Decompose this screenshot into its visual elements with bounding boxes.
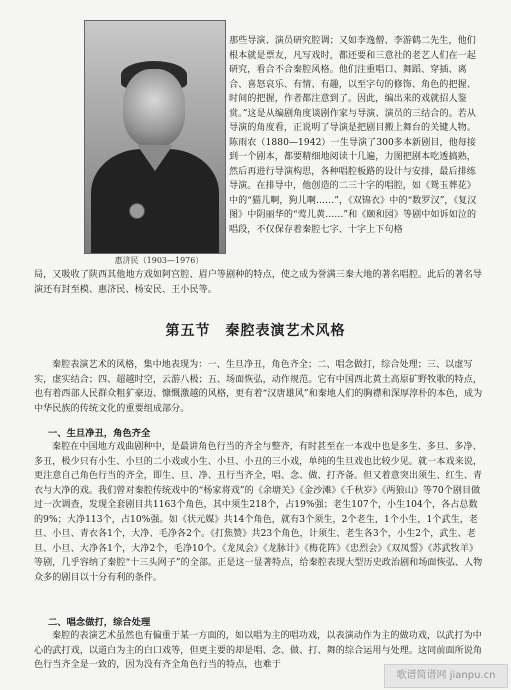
paragraph-continuation: 局，又吸收了陕西其他地方戏如阿宫腔、眉户等剧种的特点，使之成为誉满三秦大地的著名唱腔。此后的著名导演还有封至模、惠济民、杨安民、王小民等。 [34, 270, 483, 295]
watermark-logo: 歌谱简谱网 jianpu.cn [384, 664, 508, 688]
portrait-photo [84, 20, 226, 254]
subheading-roles: 一、生旦净丑，角色齐全 [48, 428, 151, 439]
portrait-badge [129, 203, 145, 219]
paragraph-singing-text: 秦腔的表演艺术虽然也有偏重于某一方面的，如以唱为主的唱功戏，以表演动作为主的做功戏，以武打为中心的武打戏，以道白为主的白口戏等，但更主要的却是唱、念、做、打、舞的综合运用与处理。这同前面所说角色行当齐全是一致的，因为没有齐全角色行当的特点，也难于 [34, 631, 483, 670]
paragraph-right-column: 那些导演、演员研究腔调；又如李逸僧、李游鹤二先生，他们根本就是票友，凡写戏时，都还要和三意社的老艺人们在一起研究，看合不合秦腔风格。他们注重唱口、舞蹈、穿插、离合、喜怒哀乐、有情、有趣，以至字句的修饰、角色的把握、时间的把握，作者都注意到了。因此，编出来的戏就招人鉴赏。”这是从编剧角度谈剧作家与导演、演员的三结合的。若从导演的角度看，正说明了导演是把剧目搬上舞台的关键人物。陈雨农（1880—1942）一生导演了300多本新剧目，他每接到一个剧本，都要精细地阅读十几遍，力图把剧本吃透搞熟，然后再进行导演构思，各种唱腔板路的设计与安排，最后排练导演。在排导中，他创造的二三十字的唱腔，如《鸳玉葬花》中的“猫儿啊，狗儿啊……”，《双锦衣》中的“数罗汉”，《复汉图》中阴丽华的“莺儿黄……”和《颐和园》等剧中如诉如泣的唱段，不仅保存着秦腔七字、十字上下句格 [229, 36, 477, 235]
photo-caption: 惠济民（1903—1976） [114, 256, 204, 265]
section-heading: 第五节 秦腔表演艺术风格 [165, 323, 346, 339]
subheading-singing: 二、唱念做打，综合处理 [48, 617, 151, 628]
paragraph-section-intro [34, 358, 484, 416]
paragraph-roles-text: 秦腔在中国地方戏曲剧种中，是最讲角色行当的齐全与整齐，有时甚至在一本戏中也是多生、多旦、多净、多丑，极少只有小生、小旦的二小戏或小生、小旦、小丑的三小戏，单纯的生旦戏也比较少见。就一本戏来说，更注意自己角色行当的齐全，即生、旦、净、丑行当齐全，唱、念、做、打齐备。但又着意突出须生、红生、青衣与大净的戏。我们曾对秦腔传统戏中的“杨家将戏”的《余塘关》《金沙滩》《千秋岁》《两狼山》等70个剧目做过一次调查，发现全套剧目共1163个角色，其中须生218个，占19%强；老生107个，小生104个，各占总数的9%；大净113个，占10%强。如《状元媒》共14个角色，就有3个须生，2个老生，1个小生，1个武生，老旦、小旦、青衣各1个，大净、毛净各2个。《打焦赞》共23个角色，计须生、老生各3个，小生2个，武生、老旦、小旦、大净各1个，大净2个，毛净10个。《龙凤会》《龙脉计》《梅花阵》《忠烈会》《双凤誓》《苏武牧羊》等剧，几乎容纳了秦腔“十三头网子”的全部。正是这一显著特点，给秦腔表现大型历史政治剧和场面恢弘、人物众多的剧目以十分有利的条件。 [34, 442, 483, 583]
paragraph-section-intro-text: 秦腔表演艺术的风格，集中地表现为：一、生旦净丑，角色齐全；二、唱念做打，综合处理；三、以虚写实，虚实结合；四、超越时空，云游八极；五、场面恢弘，动作规范。它有中国西北黄土高原矿野牧歌的特点，也有着西部人民群众粗犷豪迈、慷慨激越的风格，更有着“汉唐雄风”和秦地人们的胸襟和深厚淳朴的本色，成为中华民族的传统文化的重要组成部分。 [34, 360, 483, 414]
portrait-face [123, 69, 185, 147]
paragraph-roles [34, 440, 484, 585]
